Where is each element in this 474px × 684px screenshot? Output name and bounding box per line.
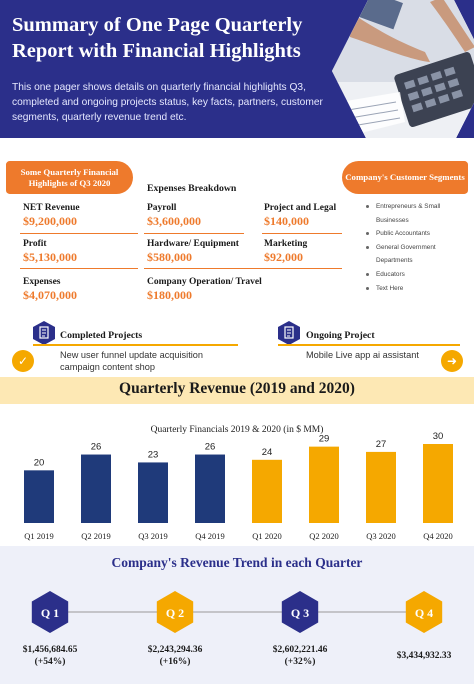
hardware-label: Hardware/ Equipment [147,239,239,249]
quarter-label: Q 1 [40,606,60,620]
tick-label: Q2 2020 [309,531,339,541]
profit-value: $5,130,000 [23,250,77,264]
project-legal-label: Project and Legal [264,203,337,213]
quarter-amount: $2,243,294.36 [147,645,203,655]
data-label: 26 [90,441,102,453]
bar [195,455,225,523]
bar [81,455,111,523]
divider [20,233,138,234]
segments-list [364,200,474,295]
revenue-bar-chart [0,412,474,544]
data-label: 24 [261,446,273,458]
bar [252,460,282,523]
ongoing-project-title: Ongoing Project [306,330,375,341]
payroll-label: Payroll [147,203,177,213]
tick-label: Q1 2020 [252,531,282,541]
project-legal-item [264,202,336,229]
quarter-amount: $3,434,932.33 [396,651,452,661]
page-title: Summary of One Page Quarterly Report with Financial Highlights [12,14,303,62]
company-operation-item [147,276,262,303]
quarter-change: (+32%) [284,657,316,667]
revenue-title: Quarterly Revenue (2019 and 2020) [119,380,355,397]
tick-label: Q3 2019 [138,531,168,541]
hexagon-photo [330,0,474,138]
expenses-heading: Expenses Breakdown [147,183,237,194]
list-item: General Government Departments [364,241,474,268]
company-operation-value: $180,000 [147,288,192,302]
segments-pill: Company's Customer Segments [342,161,468,194]
data-label: 20 [33,457,45,469]
profit-label: Profit [23,239,47,249]
completed-projects-desc: New user funnel update acquisition campaign content shop [60,350,204,372]
net-revenue-label: NET Revenue [23,203,80,213]
divider [278,344,460,346]
bar [423,444,453,523]
tick-label: Q1 2019 [24,531,54,541]
payroll-value: $3,600,000 [147,214,201,228]
data-label: 23 [147,449,159,461]
divider [20,268,138,269]
highlights-pill: Some Quarterly Financial Highlights of Q3 2020 [6,161,133,194]
quarter-revenue [120,644,230,668]
tick-label: Q4 2020 [423,531,453,541]
profit-item [23,238,77,265]
quarter-label: Q 2 [165,606,185,620]
list-item: Educators [364,268,474,282]
tick-label: Q2 2019 [81,531,111,541]
header-banner [0,0,474,138]
divider [144,233,244,234]
quarter-revenue [245,644,355,668]
company-operation-label: Company Operation/ Travel [147,277,262,287]
tick-label: Q3 2020 [366,531,396,541]
list-item: Entrepreneurs & Small Businesses [364,200,474,227]
net-revenue-value: $9,200,000 [23,214,77,228]
divider [33,344,238,346]
checkmark-icon: ✓ [12,350,34,372]
hardware-value: $580,000 [147,250,192,264]
quarter-label: Q 3 [290,606,310,620]
divider [262,233,342,234]
data-label: 26 [204,441,216,453]
data-label: 27 [375,438,387,450]
expenses-item [23,276,77,303]
tick-label: Q4 2019 [195,531,225,541]
page-description: This one pager shows details on quarterly financial highlights Q3, completed and ongoing projects status, key facts, partners, customer segments, quarterly revenue trend etc. [12,82,323,123]
document-icon [278,321,300,345]
bar [24,470,54,523]
quarter-revenue [369,650,474,662]
net-revenue-item [23,202,80,229]
quarter-amount: $1,456,684.65 [22,645,78,655]
trend-title: Company's Revenue Trend in each Quarter [111,555,363,570]
chart-title: Quarterly Financials 2019 & 2020 (in $ MM) [150,425,324,435]
completed-projects-title: Completed Projects [60,330,143,341]
quarter-change: (+16%) [159,657,191,667]
ongoing-project-desc: Mobile Live app ai assistant [306,350,419,360]
data-label: 30 [432,431,444,442]
marketing-label: Marketing [264,239,308,249]
data-label: 29 [318,433,330,445]
document-icon [33,321,55,345]
project-legal-value: $140,000 [264,214,309,228]
trend-timeline [0,585,474,643]
divider [144,268,342,269]
marketing-item [264,238,307,265]
list-item: Public Accountants [364,227,474,241]
quarter-revenue [0,644,105,668]
quarter-label: Q 4 [414,606,434,620]
expenses-label: Expenses [23,277,61,287]
hardware-item [147,238,239,265]
quarter-change: (+54%) [34,657,66,667]
list-item: Text Here [364,282,474,296]
marketing-value: $92,000 [264,250,303,264]
payroll-item [147,202,201,229]
bar [309,447,339,523]
quarter-amount: $2,602,221.46 [272,645,328,655]
bar [138,462,168,523]
bar [366,452,396,523]
expenses-value: $4,070,000 [23,288,77,302]
arrow-right-icon: ➜ [441,350,463,372]
